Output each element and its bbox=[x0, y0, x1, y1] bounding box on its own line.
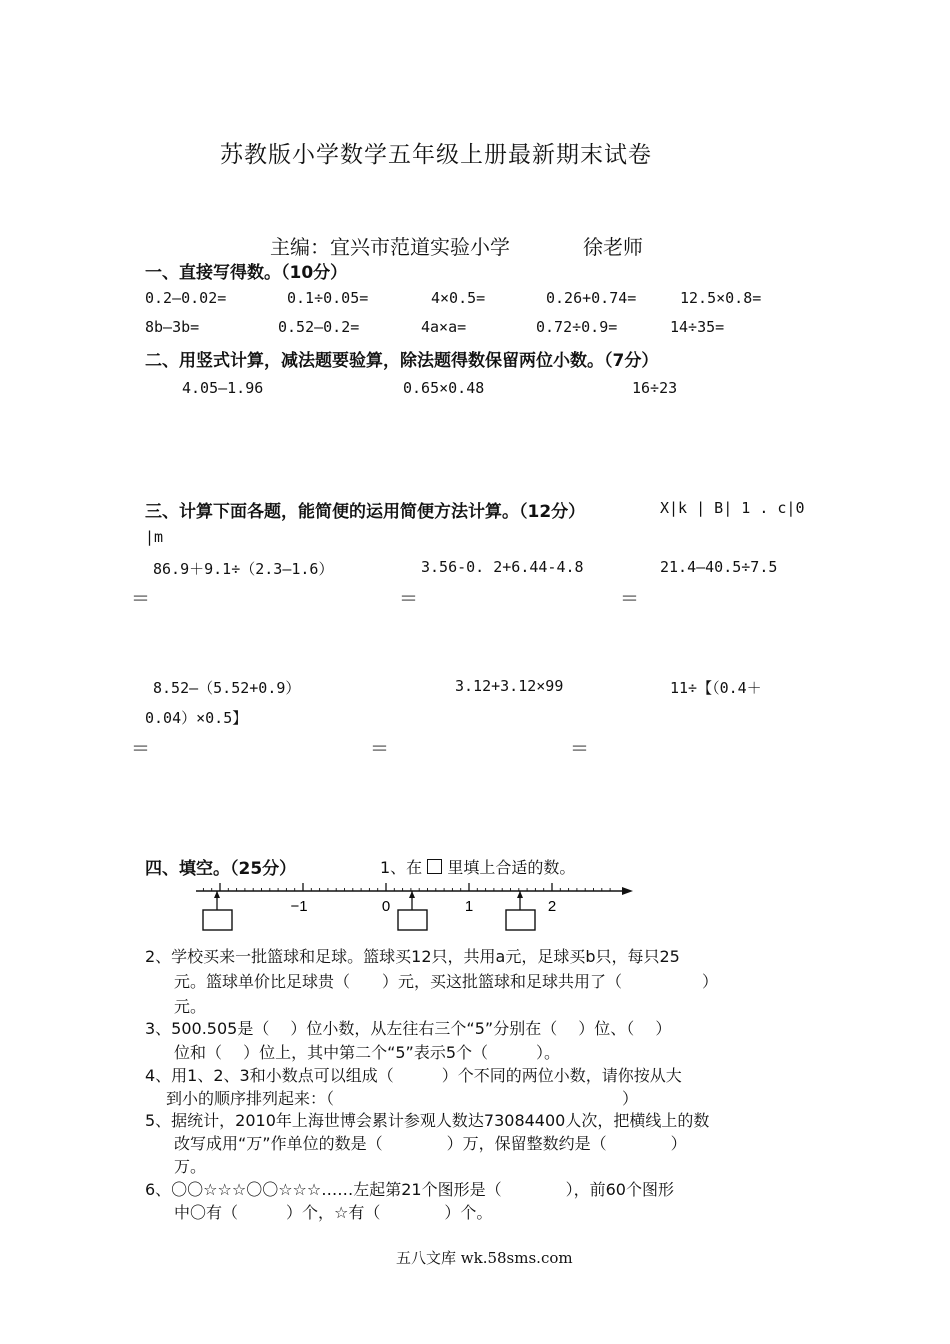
s3-problem: 11÷【（0.4＋ bbox=[670, 679, 762, 697]
q5-line3: 万。 bbox=[174, 1157, 207, 1176]
section3-heading: 三、计算下面各题，能简便的运用简便方法计算。（12分） bbox=[145, 502, 586, 522]
page-title: 苏教版小学数学五年级上册最新期末试卷 bbox=[220, 142, 652, 168]
equals-sign: ＝ bbox=[399, 588, 419, 610]
s1-problem: 0.1÷0.05= bbox=[287, 289, 369, 307]
editor-label: 主编：宜兴市范道实验小学 bbox=[270, 235, 510, 259]
square-box-icon bbox=[427, 859, 442, 874]
s1-problem: 4a×a= bbox=[421, 318, 467, 336]
q1-text bbox=[380, 855, 575, 878]
q2-line3: 元。 bbox=[174, 997, 207, 1016]
equals-sign: ＝ bbox=[370, 738, 390, 760]
q3-line1: 3、500.505是（ ）位小数，从左往右三个“5”分别在（ ）位、（ ） bbox=[145, 1019, 672, 1038]
q3-line2: 位和（ ）位上，其中第二个“5”表示5个（ ）。 bbox=[174, 1043, 561, 1062]
s3-problem: 21.4—40.5÷7.5 bbox=[660, 558, 778, 576]
q4-line1: 4、用1、2、3和小数点可以组成（ ）个不同的两位小数，请你按从大 bbox=[145, 1066, 682, 1085]
s1-problem: 0.2—0.02= bbox=[145, 289, 227, 307]
axis-label: −1 bbox=[290, 898, 308, 915]
arrow-up-icon bbox=[517, 891, 523, 898]
section2-heading: 二、用竖式计算，减法题要验算，除法题得数保留两位小数。（7分） bbox=[145, 351, 659, 371]
s3-problem: 86.9＋9.1÷（2.3—1.6） bbox=[153, 560, 334, 578]
axis-label: 1 bbox=[464, 898, 474, 915]
q1-suffix: 里填上合适的数。 bbox=[447, 858, 576, 877]
answer-box[interactable] bbox=[398, 910, 427, 930]
axis-label: 2 bbox=[547, 898, 557, 915]
q2-line1: 2、学校买来一批篮球和足球。篮球买12只，共用a元，足球买b只，每只25 bbox=[145, 947, 680, 966]
q5-line1: 5、据统计，2010年上海世博会累计参观人数达73084400人次，把横线上的数 bbox=[145, 1111, 710, 1130]
axis-label: 0 bbox=[381, 898, 391, 915]
s1-problem: 0.72÷0.9= bbox=[536, 318, 618, 336]
arrow-head-icon bbox=[622, 887, 633, 895]
arrow-up-icon bbox=[409, 891, 415, 898]
s1-problem: 4×0.5= bbox=[431, 289, 486, 307]
q5-line2: 改写成用“万”作单位的数是（ ）万，保留整数约是（ ） bbox=[174, 1134, 687, 1153]
section4-heading: 四、填空。（25分） bbox=[145, 859, 297, 879]
q4-line2: 到小的顺序排列起来：（ ） bbox=[166, 1089, 639, 1108]
s3-problem-cont: 0.04）×0.5】 bbox=[145, 709, 248, 727]
answer-box[interactable] bbox=[506, 910, 535, 930]
s2-problem: 16÷23 bbox=[632, 379, 678, 397]
q6-line2: 中〇有（ ）个，☆有（ ）个。 bbox=[174, 1203, 493, 1222]
s2-problem: 0.65×0.48 bbox=[403, 379, 485, 397]
watermark-noise: X|k | B| 1 . c|0 bbox=[660, 499, 805, 517]
q2-line2: 元。篮球单价比足球贵（ ）元，买这批篮球和足球共用了（ ） bbox=[174, 972, 719, 991]
answer-box[interactable] bbox=[203, 910, 232, 930]
s1-problem: 0.52—0.2= bbox=[278, 318, 360, 336]
s3-problem: 8.52—（5.52+0.9） bbox=[153, 679, 301, 697]
arrow-up-icon bbox=[214, 891, 220, 898]
equals-sign: ＝ bbox=[570, 738, 590, 760]
s1-problem: 14÷35= bbox=[670, 318, 725, 336]
s1-problem: 0.26+0.74= bbox=[546, 289, 637, 307]
equals-sign: ＝ bbox=[620, 588, 640, 610]
s1-problem: 12.5×0.8= bbox=[680, 289, 762, 307]
footer-watermark: 五八文库 wk.58sms.com bbox=[396, 1249, 573, 1267]
s2-problem: 4.05—1.96 bbox=[182, 379, 264, 397]
number-line bbox=[0, 878, 950, 938]
s3-problem: 3.56-0. 2+6.44-4.8 bbox=[421, 558, 584, 576]
section1-heading: 一、直接写得数。（10分） bbox=[145, 263, 348, 283]
watermark-noise: |m bbox=[145, 528, 164, 546]
number-line-ticks bbox=[203, 883, 610, 891]
equals-sign: ＝ bbox=[131, 738, 151, 760]
q6-line1: 6、〇〇☆☆☆〇〇☆☆☆……左起第21个图形是（ ），前60个图形 bbox=[145, 1180, 674, 1199]
q1-prefix: 1、在 bbox=[380, 858, 423, 877]
s1-problem: 8b—3b= bbox=[145, 318, 200, 336]
equals-sign: ＝ bbox=[131, 588, 151, 610]
editor-teacher: 徐老师 bbox=[583, 235, 643, 259]
s3-problem: 3.12+3.12×99 bbox=[455, 677, 564, 695]
